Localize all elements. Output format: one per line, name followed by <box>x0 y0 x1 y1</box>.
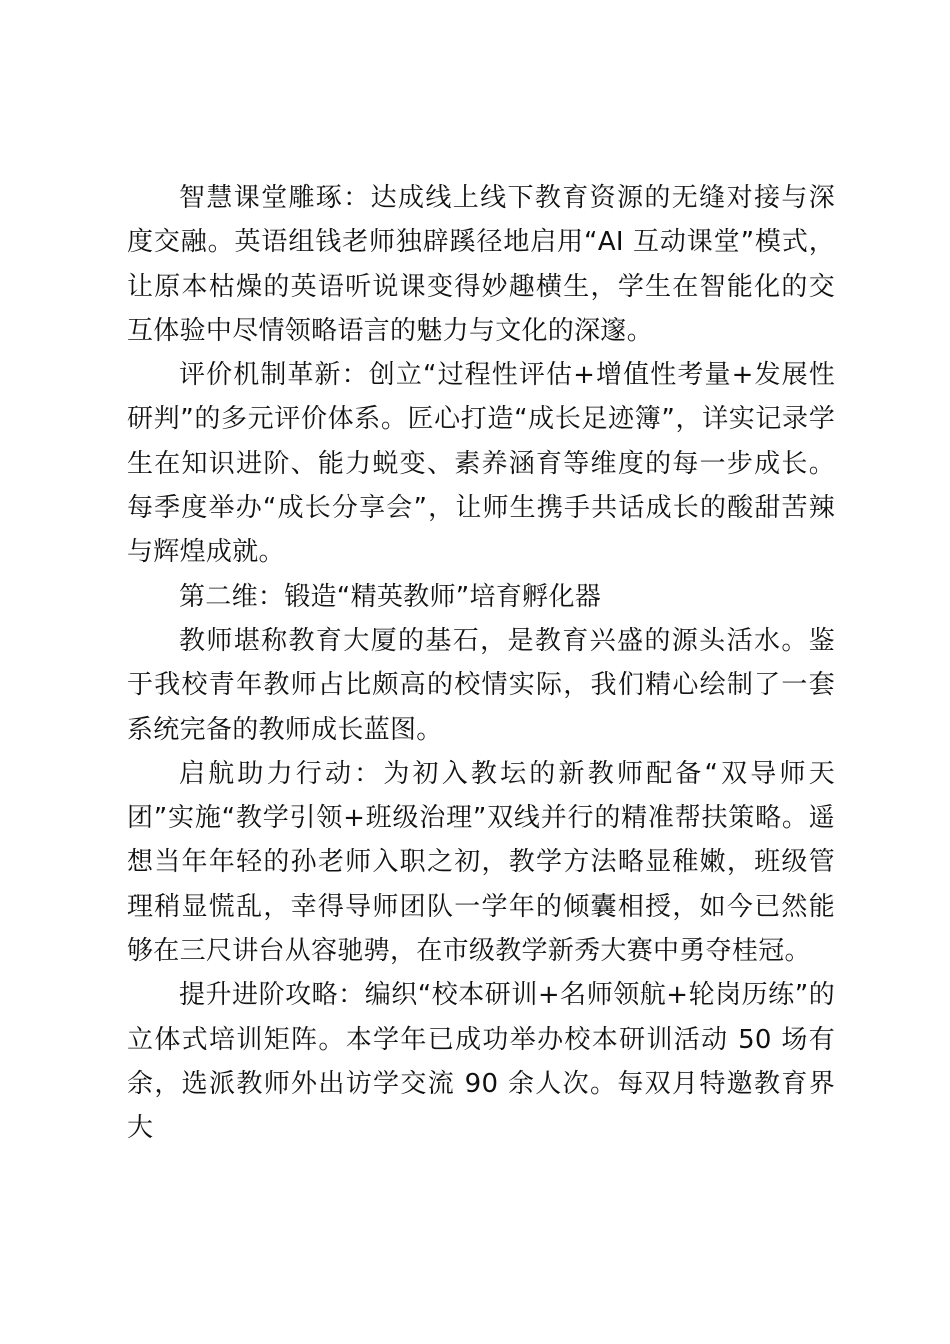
section-heading-elite-teachers: 第二维：锻造“精英教师”培育孵化器 <box>179 581 602 612</box>
paragraph-launch-support: 启航助力行动：为初入教坛的新教师配备“双导师天团”实施“教学引领+班级治理”双线并行的精准帮扶策略。遥想当年年轻的孙老师入职之初，教学方法略显稚嫩，班级管理稍显慌乱，幸得导师团队一学年的倾囊相授，如今已然能够在三尺讲台从容驰骋，在市级教学新秀大赛中勇夺桂冠。 <box>127 758 835 967</box>
paragraph-smart-classroom: 智慧课堂雕琢：达成线上线下教育资源的无缝对接与深度交融。英语组钱老师独辟蹊径地启用“AI 互动课堂”模式，让原本枯燥的英语听说课变得妙趣横生，学生在智能化的交互体验中尽情领略语言的魅力与文化的深邃。 <box>127 183 835 346</box>
paragraph-evaluation-reform: 评价机制革新：创立“过程性评估+增值性考量+发展性研判”的多元评价体系。匠心打造“成长足迹簿”，详实记录学生在知识进阶、能力蜕变、素养涵育等维度的每一步成长。每季度举办“成长分享会”，让师生携手共话成长的酸甜苦辣与辉煌成就。 <box>127 360 835 568</box>
paragraph-advancement-strategy: 提升进阶攻略：编织“校本研训+名师领航+轮岗历练”的立体式培训矩阵。本学年已成功举办校本研训活动 50 场有余，选派教师外出访学交流 90 余人次。每双月特邀教育界大 <box>127 980 835 1144</box>
paragraph-teacher-foundation: 教师堪称教育大厦的基石，是教育兴盛的源头活水。鉴于我校青年教师占比颇高的校情实际，我们精心绘制了一套系统完备的教师成长蓝图。 <box>127 625 835 745</box>
document-page <box>127 176 835 1151</box>
